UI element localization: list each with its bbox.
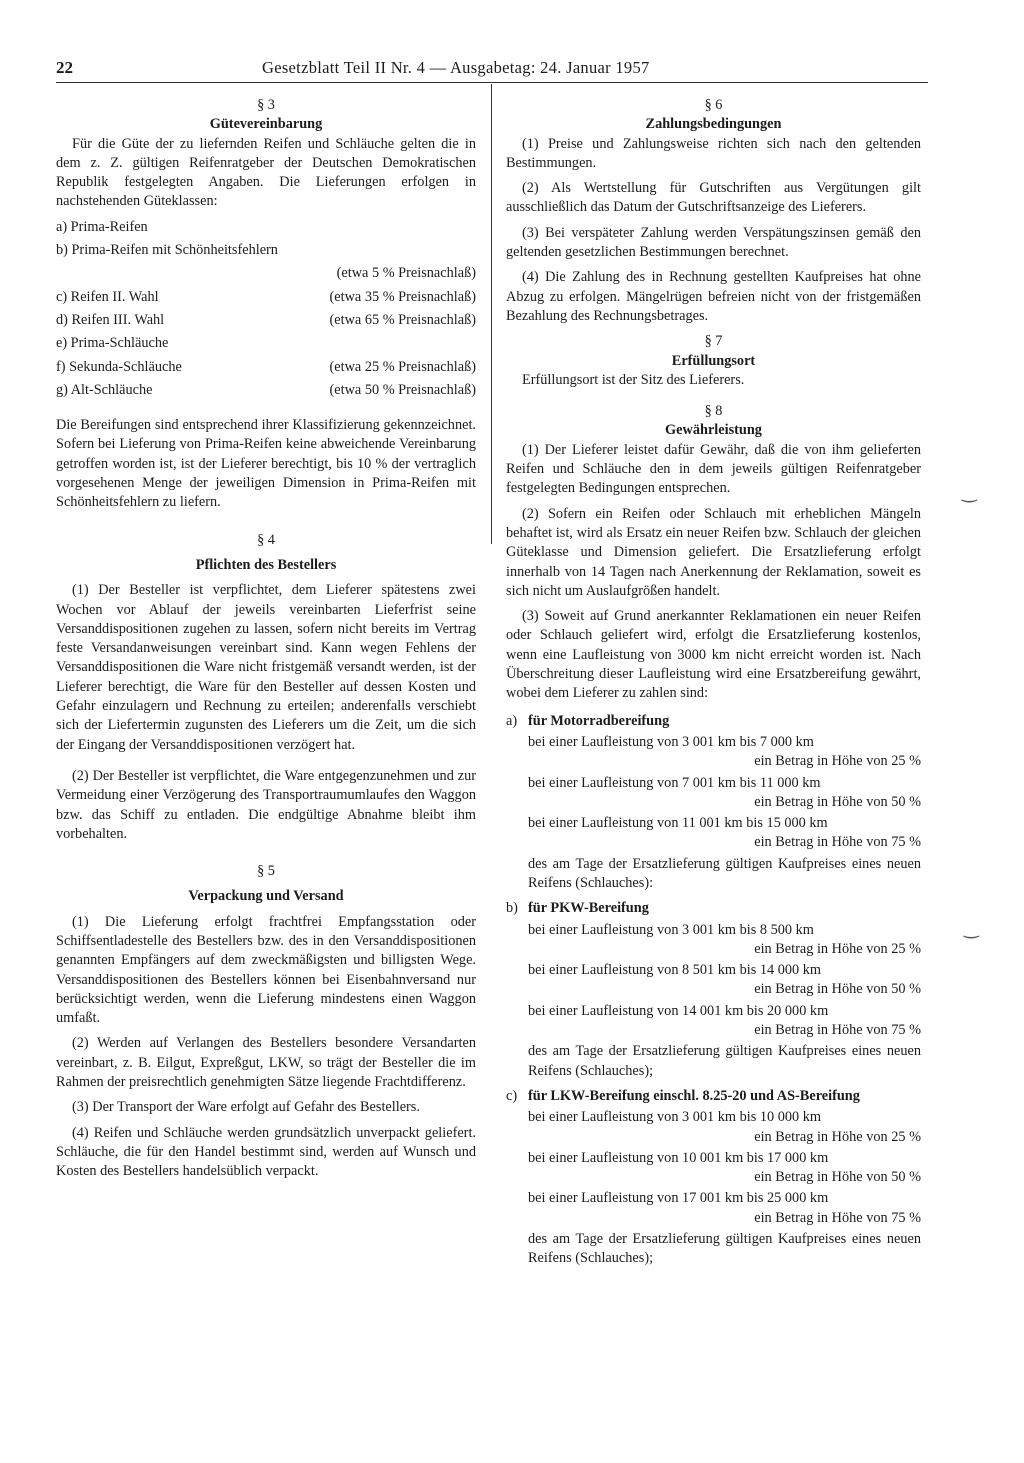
category-marker: a) <box>506 712 518 729</box>
category-label <box>506 712 921 731</box>
tier-amount: ein Betrag in Höhe von 50 % <box>754 981 921 998</box>
section-number: § 6 <box>704 97 723 113</box>
quality-class-item <box>56 311 476 330</box>
section-number: § 3 <box>257 97 275 113</box>
mileage-tier <box>528 1149 921 1188</box>
quality-class-label: d) Reifen III. Wahl <box>56 311 165 328</box>
paragraph: (4) Die Zahlung des in Rechnung gestellten Kaufpreises hat ohne Abzug zu erfolgen. Mängelrügen befreien nicht von der fristgemäßen Bezahlung des Rechnungsbetrages. <box>506 269 921 324</box>
section-number: § 8 <box>704 403 723 420</box>
paragraph: (1) Preise und Zahlungsweise richten sich nach den geltenden Bestimmungen. <box>506 135 921 171</box>
quality-class-note: (etwa 5 % Preisnachlaß) <box>336 265 476 282</box>
tier-amount: ein Betrag in Höhe von 25 % <box>754 940 921 957</box>
quality-class-label: a) Prima-Reifen <box>56 218 148 235</box>
mileage-tier <box>528 1189 921 1228</box>
quality-class-item <box>56 334 476 353</box>
section-title: Gütevereinbarung <box>209 116 323 133</box>
paragraph: (1) Der Lieferer leistet dafür Gewähr, daß die von ihm gelieferten Reifen und Schläuche den in dem jeweils gültigen Reifenratgeber festgelegten Bedingungen entsprechen. <box>506 441 921 497</box>
quality-class-item <box>56 288 476 307</box>
paragraph: (2) Der Besteller ist verpflichtet, die Ware entgegenzunehmen und zur Vermeidung einer Verzögerung des Transportraumumlaufes den Waggon bzw. das Schiff zu entladen. Die endgültige Abnahme bleibt ihm vorbehalten. <box>56 767 476 842</box>
left-column <box>56 96 476 1182</box>
tier-range: bei einer Laufleistung von 10 001 km bis 17 000 km <box>528 1149 829 1166</box>
mileage-tier <box>528 733 921 772</box>
header-title: Gesetzblatt Teil II Nr. 4 — Ausgabetag: 24. Januar 1957 <box>262 58 650 77</box>
section-number: § 4 <box>257 531 275 548</box>
margin-mark: ‿ <box>962 482 977 502</box>
tier-range: bei einer Laufleistung von 3 001 km bis 7 000 km <box>528 733 814 750</box>
section-6 <box>506 96 921 326</box>
tier-range: bei einer Laufleistung von 3 001 km bis 8 500 km <box>528 921 814 938</box>
section-3 <box>56 96 476 513</box>
paragraph: (2) Werden auf Verlangen des Bestellers besondere Versandarten vereinbart, z. B. Eilgut, Expreßgut, LKW, so trägt der Besteller die im Rahmen der preisrechtlich genehmigten Sätze liegende Frachtdifferenz. <box>56 1035 476 1091</box>
quality-class-label: g) Alt-Schläuche <box>56 381 153 398</box>
section-title: Erfüllungsort <box>671 352 756 369</box>
section-8 <box>506 402 921 1268</box>
mileage-tier <box>528 1002 921 1041</box>
paragraph: (1) Der Besteller ist verpflichtet, dem Lieferer spätestens zwei Wochen vor Ablauf der jeweils vereinbarten Lieferfrist seine Versanddispositionen zugehen zu lassen, sofern nicht bereits im Vertrag feste Versandanweisungen vereinbart sind. Kann wegen Fehlens der Versanddispositionen die Ware nicht fristgemäß versandt werden, ist der Lieferer berechtigt, die Ware für den Besteller auf dessen Kosten und Gefahr einzulagern und Rechnung zu erteilen; anderenfalls verschiebt sich der Liefertermin zugunsten des Lieferers um die Zeit, um die sich der Eingang der Versanddispositionen verzögert hat. <box>56 582 476 753</box>
quality-class-item <box>56 358 476 377</box>
page-header <box>56 58 928 82</box>
section-title: Pflichten des Bestellers <box>195 556 337 573</box>
quality-class-note: (etwa 35 % Preisnachlaß) <box>329 288 476 305</box>
category-marker: c) <box>506 1087 518 1104</box>
paragraph: (1) Die Lieferung erfolgt frachtfrei Empfangsstation oder Schiffsentladestelle des Bestellers bzw. des in den Versanddispositionen genannten Empfängers auf dem zweckmäßigsten und billigsten Wege. Versanddispositionen des Bestellers können bei Eisenbahnversand nur berücksichtigt werden, wenn die Lieferung mindestens einen Waggon umfaßt. <box>56 913 476 1027</box>
mileage-tier <box>528 1108 921 1147</box>
category-title: für PKW-Bereifung <box>528 900 649 917</box>
tier-range: bei einer Laufleistung von 17 001 km bis 25 000 km <box>528 1190 829 1207</box>
paragraph: (2) Sofern ein Reifen oder Schlauch mit erheblichen Mängeln behaftet ist, wird als Ersatz ein neuer Reifen bzw. Schlauch der gleichen Güteklasse und Dimension geliefert. Die Ersatzlieferung erfolgt innerhalb von 14 Tagen nach Anerkennung der Reklamation, soweit es sich nicht um Auslaufgrößen handelt. <box>506 505 921 599</box>
section-title: Zahlungsbedingungen <box>645 116 782 133</box>
column-divider <box>491 84 492 544</box>
quality-class-item <box>56 218 476 237</box>
tier-amount: ein Betrag in Höhe von 50 % <box>754 793 921 810</box>
category-title: für Motorradbereifung <box>528 712 670 729</box>
paragraph: Die Bereifungen sind entsprechend ihrer Klassifizierung gekennzeichnet. Sofern bei Lieferung von Prima-Reifen keine abweichende Vereinbarung getroffen worden ist, ist der Lieferer berechtigt, bis 10 % der vertraglich vorgesehenen Menge der jeweiligen Dimension in Prima-Reifen mit Schönheitsfehlern zu liefern. <box>56 417 476 511</box>
category-label <box>506 1087 921 1106</box>
category-closing: des am Tage der Ersatzlieferung gültigen Kaufpreises eines neuen Reifens (Schlauches): <box>528 855 921 891</box>
tier-range: bei einer Laufleistung von 3 001 km bis 10 000 km <box>528 1109 822 1126</box>
mileage-tier <box>528 921 921 960</box>
section-7 <box>506 332 921 390</box>
quality-class-item <box>56 241 476 260</box>
section-number: § 5 <box>257 863 275 880</box>
margin-mark: ‿ <box>964 918 979 938</box>
paragraph: (3) Bei verspäteter Zahlung werden Verspätungszinsen gemäß den geltenden gesetzlichen Bestimmungen berechnet. <box>506 224 921 261</box>
warranty-category <box>506 1087 921 1269</box>
page-number: 22 <box>56 58 73 77</box>
mileage-tier <box>528 961 921 1000</box>
category-label <box>506 899 921 918</box>
quality-class-label: e) Prima-Schläuche <box>56 335 169 352</box>
quality-class-label: c) Reifen II. Wahl <box>56 288 159 305</box>
tier-amount: ein Betrag in Höhe von 75 % <box>754 1209 921 1226</box>
section-number: § 7 <box>704 333 723 350</box>
quality-class-label: b) Prima-Reifen mit Schönheitsfehlern <box>56 242 278 259</box>
quality-class-note: (etwa 25 % Preisnachlaß) <box>329 358 476 375</box>
tier-amount: ein Betrag in Höhe von 25 % <box>754 753 921 770</box>
tier-amount: ein Betrag in Höhe von 25 % <box>754 1128 921 1145</box>
quality-class-list <box>56 218 476 400</box>
tier-range: bei einer Laufleistung von 8 501 km bis 14 000 km <box>528 962 822 979</box>
warranty-category <box>506 712 921 894</box>
section-5 <box>56 862 476 1181</box>
warranty-category <box>506 899 921 1081</box>
paragraph: Erfüllungsort ist der Sitz des Lieferers. <box>522 371 745 388</box>
section-title: Verpackung und Versand <box>188 888 344 905</box>
section-4 <box>56 531 476 844</box>
header-rule <box>56 82 928 83</box>
category-closing: des am Tage der Ersatzlieferung gültigen Kaufpreises eines neuen Reifens (Schlauches); <box>528 1043 921 1079</box>
tier-range: bei einer Laufleistung von 14 001 km bis 20 000 km <box>528 1002 829 1019</box>
category-marker: b) <box>506 900 518 917</box>
tier-amount: ein Betrag in Höhe von 75 % <box>754 834 921 851</box>
tier-amount: ein Betrag in Höhe von 50 % <box>754 1169 921 1186</box>
section-title: Gewährleistung <box>665 422 762 439</box>
quality-class-note: (etwa 65 % Preisnachlaß) <box>329 311 476 328</box>
paragraph: (2) Als Wertstellung für Gutschriften aus Vergütungen gilt ausschließlich das Datum der Gutschriftsanzeige des Lieferers. <box>506 180 921 216</box>
category-title: für LKW-Bereifung einschl. 8.25-20 und AS-Bereifung <box>528 1087 860 1104</box>
mileage-tier <box>528 814 921 853</box>
paragraph: (3) Soweit auf Grund anerkannter Reklamationen ein neuer Reifen oder Schlauch geliefert wird, erfolgt die Ersatzlieferung kostenlos, wenn eine Laufleistung von 3000 km nicht erreicht worden ist. Nach Überschreitung dieser Laufleistung wird eine Ersatzbereifung gewährt, wobei dem Lieferer zu zahlen sind: <box>506 608 921 702</box>
quality-class-item <box>56 381 476 400</box>
tier-range: bei einer Laufleistung von 11 001 km bis 15 000 km <box>528 815 828 832</box>
tier-amount: ein Betrag in Höhe von 75 % <box>754 1022 921 1039</box>
paragraph: (3) Der Transport der Ware erfolgt auf Gefahr des Bestellers. <box>72 1099 420 1116</box>
quality-class-label: f) Sekunda-Schläuche <box>56 358 182 375</box>
tier-range: bei einer Laufleistung von 7 001 km bis 11 000 km <box>528 774 821 791</box>
paragraph: (4) Reifen und Schläuche werden grundsätzlich unverpackt geliefert. Schläuche, die für den Handel bestimmt sind, werden auf Wunsch und Kosten des Bestellers handelsüblich verpackt. <box>56 1124 476 1180</box>
category-closing: des am Tage der Ersatzlieferung gültigen Kaufpreises eines neuen Reifens (Schlauches); <box>528 1231 921 1267</box>
quality-class-note: (etwa 50 % Preisnachlaß) <box>329 381 476 398</box>
mileage-tier <box>528 774 921 813</box>
paragraph: Für die Güte der zu liefernden Reifen und Schläuche gelten die in dem z. Z. gültigen Reifenratgeber der Deutschen Demokratischen Republik festgelegten Angaben. Die Lieferungen erfolgen in nachstehenden Güteklassen: <box>56 135 476 210</box>
right-column <box>506 96 921 1275</box>
